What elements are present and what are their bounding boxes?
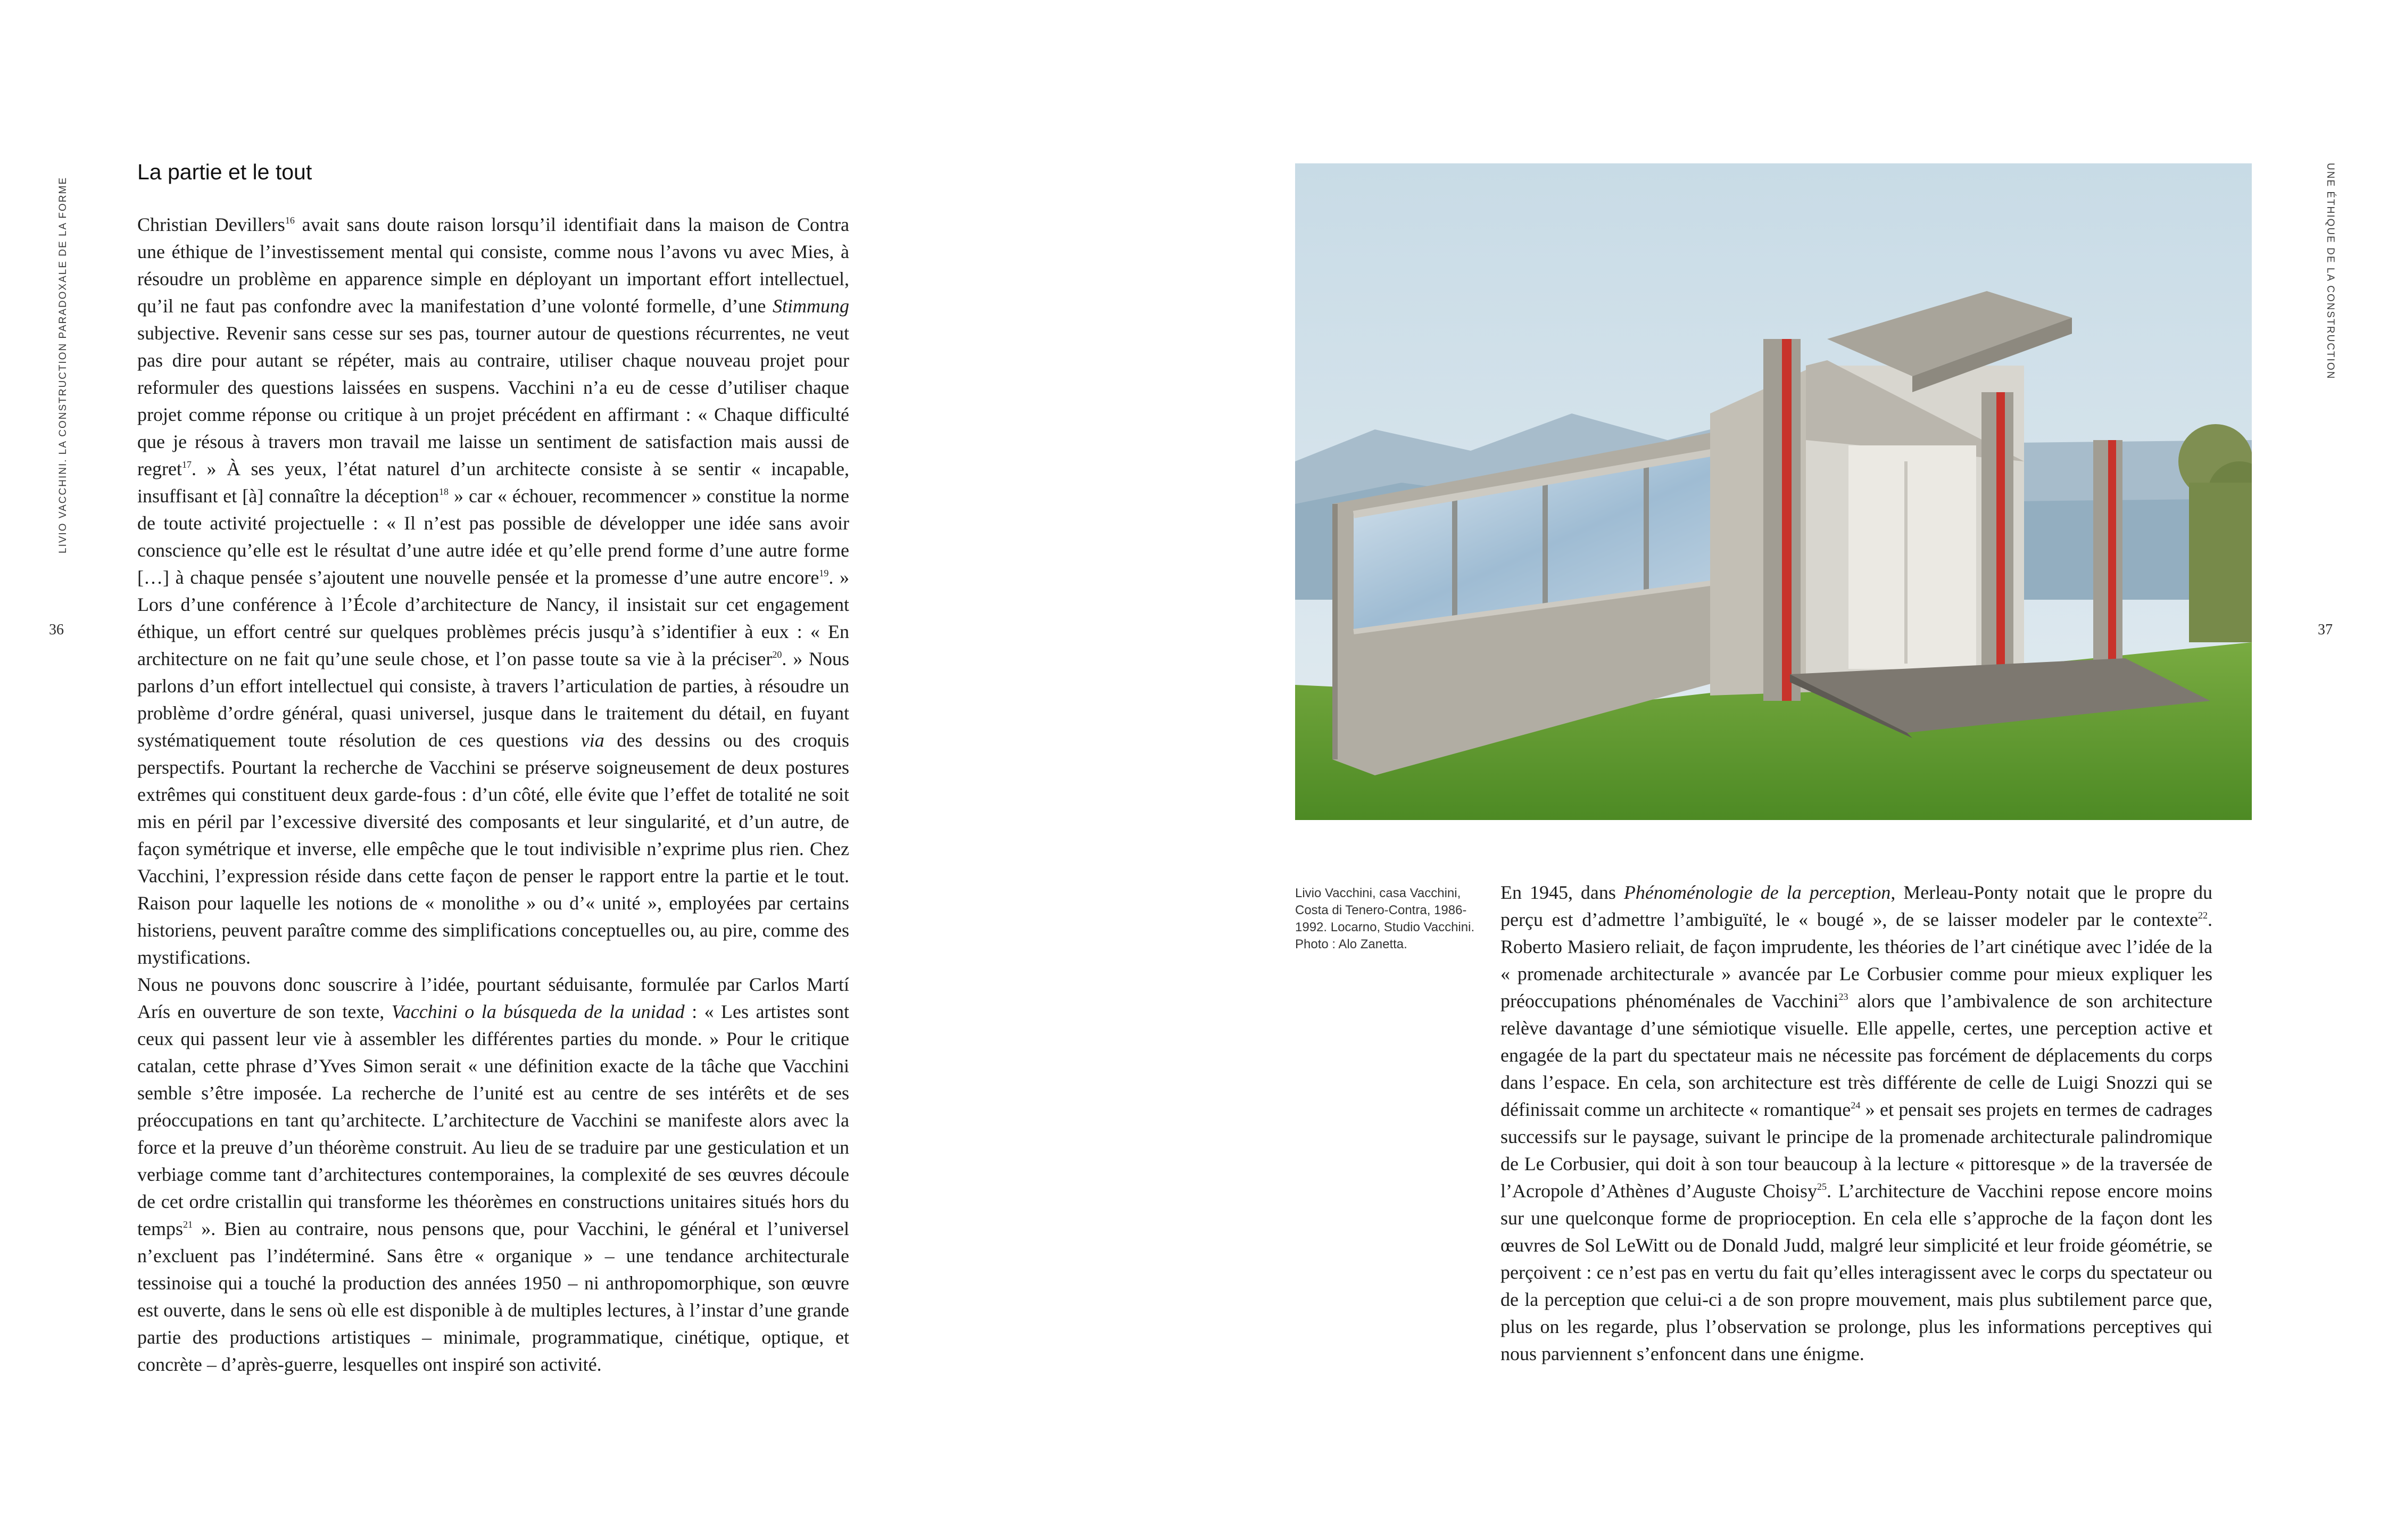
running-head-left: LIVIO VACCHINI. LA CONSTRUCTION PARADOXALE DE LA FORME [57, 176, 69, 553]
footnote-ref-24: 24 [1851, 1100, 1861, 1111]
paragraph-3: En 1945, dans Phénoménologie de la perception, Merleau-Ponty notait que le propre du perçu est d’admettre l’ambiguïté, le « bougé », de se laisser modeler par le contexte$^{22}$. Roberto Masiero reliait, de façon imprudente, les théories de l’art cinétique avec l’idée de la « promenade architecturale » avancée par Le Corbusier comme pour mieux expliquer les préoccupations phénoménales de Vacchini$^{23}$ alors que l’ambivalence de son architecture relève davantage d’une sémiotique visuelle. Elle appelle, certes, une perception active et engagée de la part du spectateur mais ne nécessite pas forcément de déplacements du corps dans l’espace. En cela, son architecture est très différente de celle de Luigi Snozzi qui se définissait comme un architecte « romantique$^{24}$ » et pensait ses projets en termes de cadrages successifs sur le paysage, suivant le principe de la promenade architecturale palindromique de Le Corbusier, qui doit à son tour beaucoup à la lecture « pittoresque » de la traversée de l’Acropole d’Athènes d’Auguste Choisy$^{25}$. L’architecture de Vacchini repose encore moins sur une quelconque forme de proprioception. En cela elle s’approche de la façon dont les œuvres de Sol LeWitt ou de Donald Judd, malgré leur simplicité et leur froide géométrie, se perçoivent : ce n’est pas en vertu du fait qu’elles interagissent avec le corps du spectateur ou de la perception que celui-ci a de son propre mouvement, mais plus subtilement parce que, plus on les regarde, plus l’observation se prolonge, plus les informations perceptives qui nous parviennent s’enfoncent dans une énigme. [1500, 882, 2213, 1364]
building-photo [1295, 163, 2252, 820]
footnote-ref-16: 16 [285, 215, 295, 226]
footnote-ref-25: 25 [1817, 1181, 1827, 1192]
paragraph-2: Nous ne pouvons donc souscrire à l’idée, pourtant séduisante, formulée par Carlos Martí Arís en ouverture de son texte, Vacchini o la búsqueda de la unidad : « Les artistes sont ceux qui passent leur vie à assembler les différentes parties du monde. » Pour le critique catalan, cette phrase d’Yves Simon serait « une définition exacte de la tâche que Vacchini semble s’être imposée. La recherche de l’unité est au centre de ses intérêts et de ses préoccupations en tant qu’architecte. L’architecture de Vacchini se manifeste alors avec la force et la preuve d’un théorème construit. Au lieu de se traduire par une gesticulation et un verbiage comme tant d’architectures contemporaines, la complexité de ses œuvres découle de cet ordre cristallin qui transforme les théorèmes en constructions unitaires situés hors du temps$^{21}$ ». Bien au contraire, nous pensons que, pour Vacchini, le général et l’universel n’excluent pas l’indéterminé. Sans être « organique » – une tendance architecturale tessinoise qui a touché la production des années 1950 – ni anthropomorphique, son œuvre est ouverte, dans le sens où elle est disponible à de multiples lectures, à l’instar d’une grande partie des productions artistiques – minimale, programmatique, cinétique, optique, et concrète – d’après-guerre, lesquelles ont inspiré son activité. [137, 974, 849, 1375]
running-head-right: UNE ÉTHIQUE DE LA CONSTRUCTION [2325, 163, 2336, 380]
footnote-ref-22: 22 [2198, 910, 2208, 921]
page-number-left: 36 [49, 622, 64, 638]
paragraph-1: Christian Devillers$^{16}$ avait sans doute raison lorsqu’il identifiait dans la maison de Contra une éthique de l’investissement mental qui consiste, comme nous l’avons vu avec Mies, à résoudre un problème en apparence simple en déployant un important effort intellectuel, qu’il ne faut pas confondre avec la manifestation d’une volonté formelle, d’une Stimmung subjective. Revenir sans cesse sur ses pas, tourner autour de questions récurrentes, ne veut pas dire pour autant se répéter, mais au contraire, utiliser chaque nouveau projet pour reformuler des questions laissées en suspens. Vacchini n’a eu de cesse d’utiliser chaque projet comme réponse ou critique à un projet précédent en affirmant : « Chaque difficulté que je résous à travers mon travail me laisse un sentiment de satisfaction mais aussi de regret$^{17}$. » À ses yeux, l’état naturel d’un architecte consiste à se sentir « incapable, insuffisant et [à] connaître la déception$^{18}$ » car « échouer, recommencer » constitue la norme de toute activité projectuelle : « Il n’est pas possible de développer une idée sans avoir conscience qu’elle est le résultat d’une autre idée et qu’elle prend forme d’une autre forme […] à chaque pensée s’ajoutent une nouvelle pensée et la promesse d’une autre encore$^{19}$. » Lors d’une conférence à l’École d’architecture de Nancy, il insistait sur cet engagement éthique, un effort centré sur quelques problèmes précis jusqu’à s’identifier à eux : « En architecture on ne fait qu’une seule chose, et l’on passe toute sa vie à la préciser$^{20}$. » Nous parlons d’un effort intellectuel qui consiste, à travers l’articulation de parties, à résoudre un problème d’ordre général, quasi universel, jusque dans le traitement du détail, en fuyant systématiquement toute résolution de ces questions via des dessins ou des croquis perspectifs. Pourtant la recherche de Vacchini se préserve soigneusement de deux postures extrêmes qui constituent deux garde-fous : d’un côté, elle évite que l’effet de totalité ne soit mis en péril par l’excessive diversité des composants et leur singularité, et d’un autre, de façon symétrique et inverse, elle empêche que le tout indivisible n’exprime plus rien. Chez Vacchini, l’expression réside dans cette façon de penser le rapport entre la partie et le tout. Raison pour laquelle les notions de « monolithe » ou d’« unité », employées par certains historiens, peuvent paraître comme des simplifications conceptuelles ou, au pire, comme des mystifications. [137, 214, 849, 968]
footnote-ref-18: 18 [439, 486, 449, 497]
footnote-ref-20: 20 [772, 649, 782, 660]
page-number-right: 37 [2318, 622, 2333, 638]
photo-caption: Livio Vacchini, casa Vacchini, Costa di Tenero-Contra, 1986-1992. Locarno, Studio Vacchini. Photo : Alo Zanetta. [1295, 886, 1475, 951]
section-title: La partie et le tout [137, 160, 312, 184]
left-text-column [137, 211, 849, 1378]
footnote-ref-19: 19 [819, 568, 829, 578]
footnote-ref-23: 23 [1838, 991, 1848, 1002]
footnote-ref-21: 21 [183, 1219, 193, 1230]
right-text-column [1500, 879, 2212, 1368]
footnote-ref-17: 17 [181, 459, 192, 470]
